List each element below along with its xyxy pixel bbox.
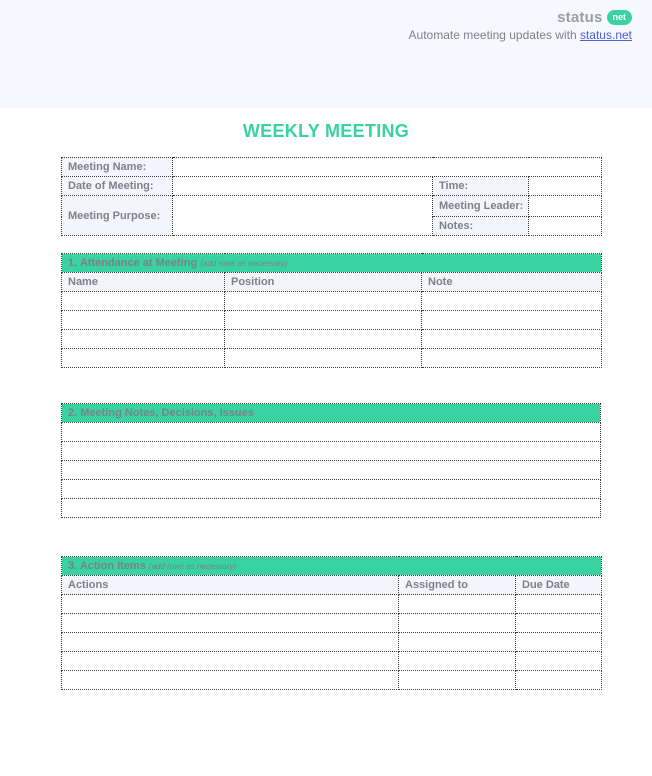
attendee-position-cell[interactable] xyxy=(225,292,422,311)
table-row xyxy=(62,499,601,518)
time-field[interactable] xyxy=(529,177,602,196)
attendee-position-cell[interactable] xyxy=(225,330,422,349)
table-row xyxy=(62,652,602,671)
notes-line-cell[interactable] xyxy=(62,480,601,499)
table-row xyxy=(62,595,602,614)
notes-field[interactable] xyxy=(529,217,602,236)
table-row xyxy=(62,158,602,177)
action-cell[interactable] xyxy=(62,595,399,614)
attendee-name-cell[interactable] xyxy=(62,292,225,311)
due-date-cell[interactable] xyxy=(516,614,602,633)
meeting-name-label: Meeting Name: xyxy=(62,158,173,177)
due-date-cell[interactable] xyxy=(516,595,602,614)
column-header-actions: Actions xyxy=(62,576,399,595)
action-items-section-title xyxy=(62,557,602,576)
time-label: Time: xyxy=(433,177,529,196)
table-row xyxy=(62,671,602,690)
attendance-table xyxy=(61,253,602,368)
table-row xyxy=(62,442,601,461)
attendance-title: 1. Attendance at Meeting xyxy=(68,257,198,269)
meeting-leader-field[interactable] xyxy=(529,196,602,217)
notes-line-cell[interactable] xyxy=(62,442,601,461)
assigned-to-cell[interactable] xyxy=(399,595,516,614)
attendee-position-cell[interactable] xyxy=(225,349,422,368)
action-cell[interactable] xyxy=(62,652,399,671)
table-row xyxy=(62,423,601,442)
tagline-text: Automate meeting updates with xyxy=(408,28,580,42)
table-row xyxy=(62,196,602,217)
meeting-purpose-label: Meeting Purpose: xyxy=(62,196,173,236)
attendee-note-cell[interactable] xyxy=(422,292,602,311)
notes-line-cell[interactable] xyxy=(62,499,601,518)
column-header-name: Name xyxy=(62,273,225,292)
column-header-due-date: Due Date xyxy=(516,576,602,595)
notes-label: Notes: xyxy=(433,217,529,236)
meeting-notes-table xyxy=(61,403,601,518)
assigned-to-cell[interactable] xyxy=(399,633,516,652)
page-title: WEEKLY MEETING xyxy=(242,121,410,141)
notes-line-cell[interactable] xyxy=(62,423,601,442)
assigned-to-cell[interactable] xyxy=(399,652,516,671)
action-items-title: 3. Action Items xyxy=(68,560,146,572)
date-of-meeting-field[interactable] xyxy=(173,177,433,196)
attendee-name-cell[interactable] xyxy=(62,349,225,368)
brand-badge: net xyxy=(607,10,633,25)
attendance-section-title xyxy=(62,254,602,273)
due-date-cell[interactable] xyxy=(516,671,602,690)
action-items-note: (add rows as necessary) xyxy=(148,562,237,571)
assigned-to-cell[interactable] xyxy=(399,671,516,690)
attendee-name-cell[interactable] xyxy=(62,311,225,330)
brand-wordmark: status xyxy=(557,9,603,26)
section-header xyxy=(62,404,601,423)
section-header xyxy=(62,557,602,576)
meeting-info-table xyxy=(61,157,602,236)
brand-logo[interactable] xyxy=(557,9,632,26)
table-row xyxy=(62,461,601,480)
column-headers xyxy=(62,273,602,292)
attendee-note-cell[interactable] xyxy=(422,349,602,368)
tagline xyxy=(409,28,632,42)
action-items-table xyxy=(61,556,602,690)
assigned-to-cell[interactable] xyxy=(399,614,516,633)
meeting-leader-label: Meeting Leader: xyxy=(433,196,529,217)
table-row xyxy=(62,177,602,196)
attendee-note-cell[interactable] xyxy=(422,330,602,349)
notes-line-cell[interactable] xyxy=(62,461,601,480)
section-header xyxy=(62,254,602,273)
meeting-purpose-field[interactable] xyxy=(173,196,433,236)
top-banner xyxy=(0,0,652,108)
table-row xyxy=(62,633,602,652)
table-row xyxy=(62,292,602,311)
table-row xyxy=(62,311,602,330)
table-row xyxy=(62,614,602,633)
status-link[interactable]: status.net xyxy=(579,28,632,42)
column-header-note: Note xyxy=(422,273,602,292)
action-cell[interactable] xyxy=(62,633,399,652)
column-headers xyxy=(62,576,602,595)
meeting-name-field[interactable] xyxy=(173,158,602,177)
table-row xyxy=(62,349,602,368)
due-date-cell[interactable] xyxy=(516,652,602,671)
meeting-notes-section-title: 2. Meeting Notes, Decisions, Issues xyxy=(62,404,601,423)
due-date-cell[interactable] xyxy=(516,633,602,652)
attendee-position-cell[interactable] xyxy=(225,311,422,330)
attendance-note: (add rows as necessary) xyxy=(200,259,288,268)
date-of-meeting-label: Date of Meeting: xyxy=(62,177,173,196)
attendee-name-cell[interactable] xyxy=(62,330,225,349)
action-cell[interactable] xyxy=(62,671,399,690)
table-row xyxy=(62,330,602,349)
action-cell[interactable] xyxy=(62,614,399,633)
attendee-note-cell[interactable] xyxy=(422,311,602,330)
column-header-position: Position xyxy=(225,273,422,292)
table-row xyxy=(62,480,601,499)
column-header-assigned-to: Assigned to xyxy=(399,576,516,595)
